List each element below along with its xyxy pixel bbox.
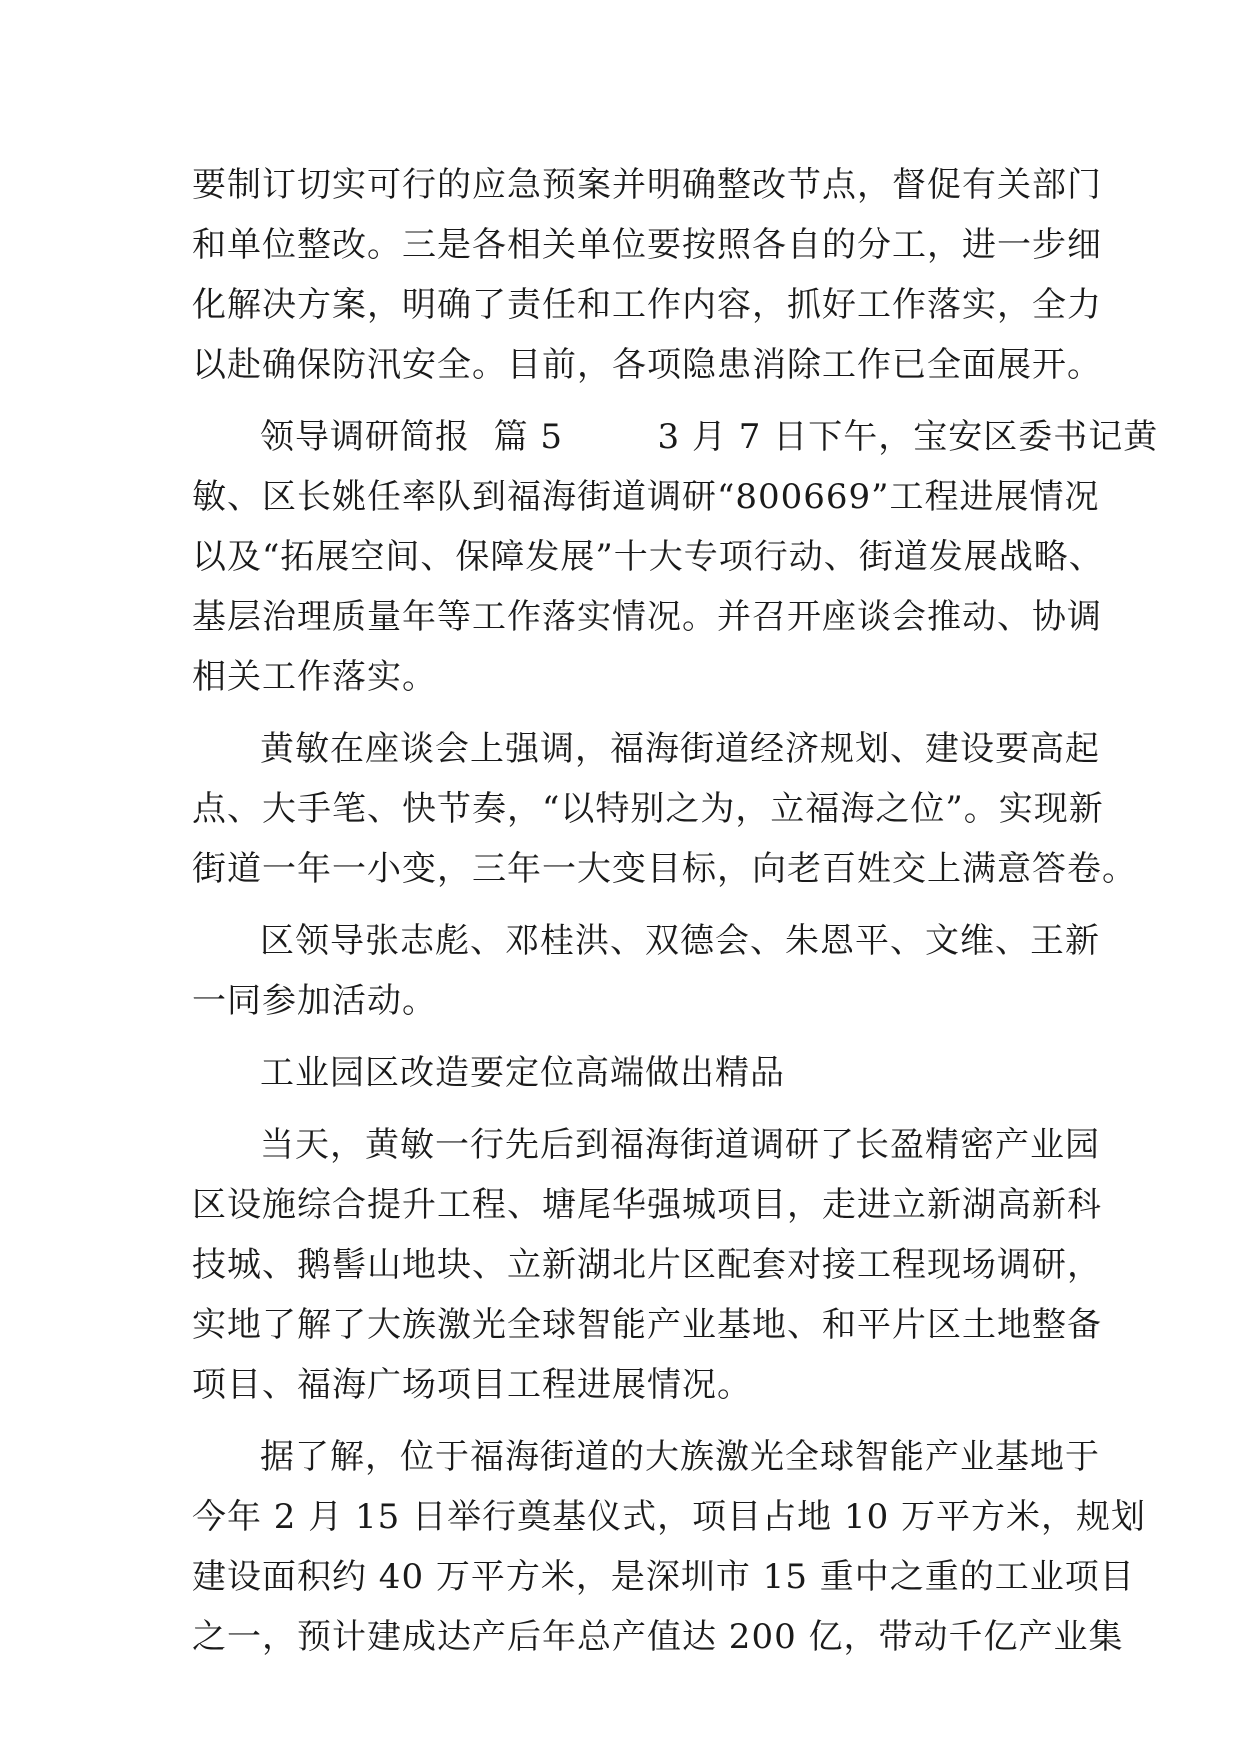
text-line: 化解决方案，明确了责任和工作内容，抓好工作落实，全力 — [192, 285, 1102, 325]
text-line: 领导调研简报 篇 5 3 月 7 日下午，宝安区委书记黄 — [260, 417, 1159, 457]
text-line: 实地了解了大族激光全球智能产业基地、和平片区土地整备 — [192, 1305, 1102, 1345]
text-line: 以赴确保防汛安全。目前，各项隐患消除工作已全面展开。 — [192, 345, 1102, 385]
text-line: 工业园区改造要定位高端做出精品 — [260, 1053, 785, 1093]
text-line: 项目、福海广场项目工程进展情况。 — [192, 1365, 752, 1405]
text-line: 和单位整改。三是各相关单位要按照各自的分工，进一步细 — [192, 225, 1102, 265]
text-line: 区领导张志彪、邓桂洪、双德会、朱恩平、文维、王新 — [260, 921, 1100, 961]
paragraph — [192, 407, 1159, 707]
text-line: 今年 2 月 15 日举行奠基仪式，项目占地 10 万平方米，规划 — [192, 1497, 1147, 1537]
text-line: 街道一年一小变，三年一大变目标，向老百姓交上满意答卷。 — [192, 849, 1137, 889]
text-line: 据了解，位于福海街道的大族激光全球智能产业基地于 — [260, 1437, 1100, 1477]
paragraph — [192, 1427, 1147, 1667]
text-line: 相关工作落实。 — [192, 657, 437, 697]
section-heading — [192, 1043, 1072, 1103]
text-line: 敏、区长姚任率队到福海街道调研“800669”工程进展情况 — [192, 477, 1100, 517]
body-text — [192, 155, 1159, 1667]
text-line: 基层治理质量年等工作落实情况。并召开座谈会推动、协调 — [192, 597, 1102, 637]
text-line: 当天，黄敏一行先后到福海街道调研了长盈精密产业园 — [260, 1125, 1100, 1165]
text-line: 点、大手笔、快节奏，“以特别之为，立福海之位”。实现新 — [192, 789, 1104, 829]
text-line: 区设施综合提升工程、塘尾华强城项目，走进立新湖高新科 — [192, 1185, 1102, 1225]
paragraph — [192, 1115, 1102, 1415]
text-line: 建设面积约 40 万平方米，是深圳市 15 重中之重的工业项目 — [192, 1557, 1135, 1597]
text-line: 之一，预计建成达产后年总产值达 200 亿，带动千亿产业集 — [192, 1617, 1124, 1657]
paragraph — [192, 911, 1100, 1031]
paragraph — [192, 719, 1137, 899]
text-line: 一同参加活动。 — [192, 981, 437, 1021]
text-line: 要制订切实可行的应急预案并明确整改节点，督促有关部门 — [192, 165, 1102, 205]
text-line: 以及“拓展空间、保障发展”十大专项行动、街道发展战略、 — [192, 537, 1104, 577]
paragraph — [192, 155, 1102, 395]
text-line: 黄敏在座谈会上强调，福海街道经济规划、建设要高起 — [260, 729, 1100, 769]
text-line: 技城、鹅髻山地块、立新湖北片区配套对接工程现场调研， — [192, 1245, 1102, 1285]
